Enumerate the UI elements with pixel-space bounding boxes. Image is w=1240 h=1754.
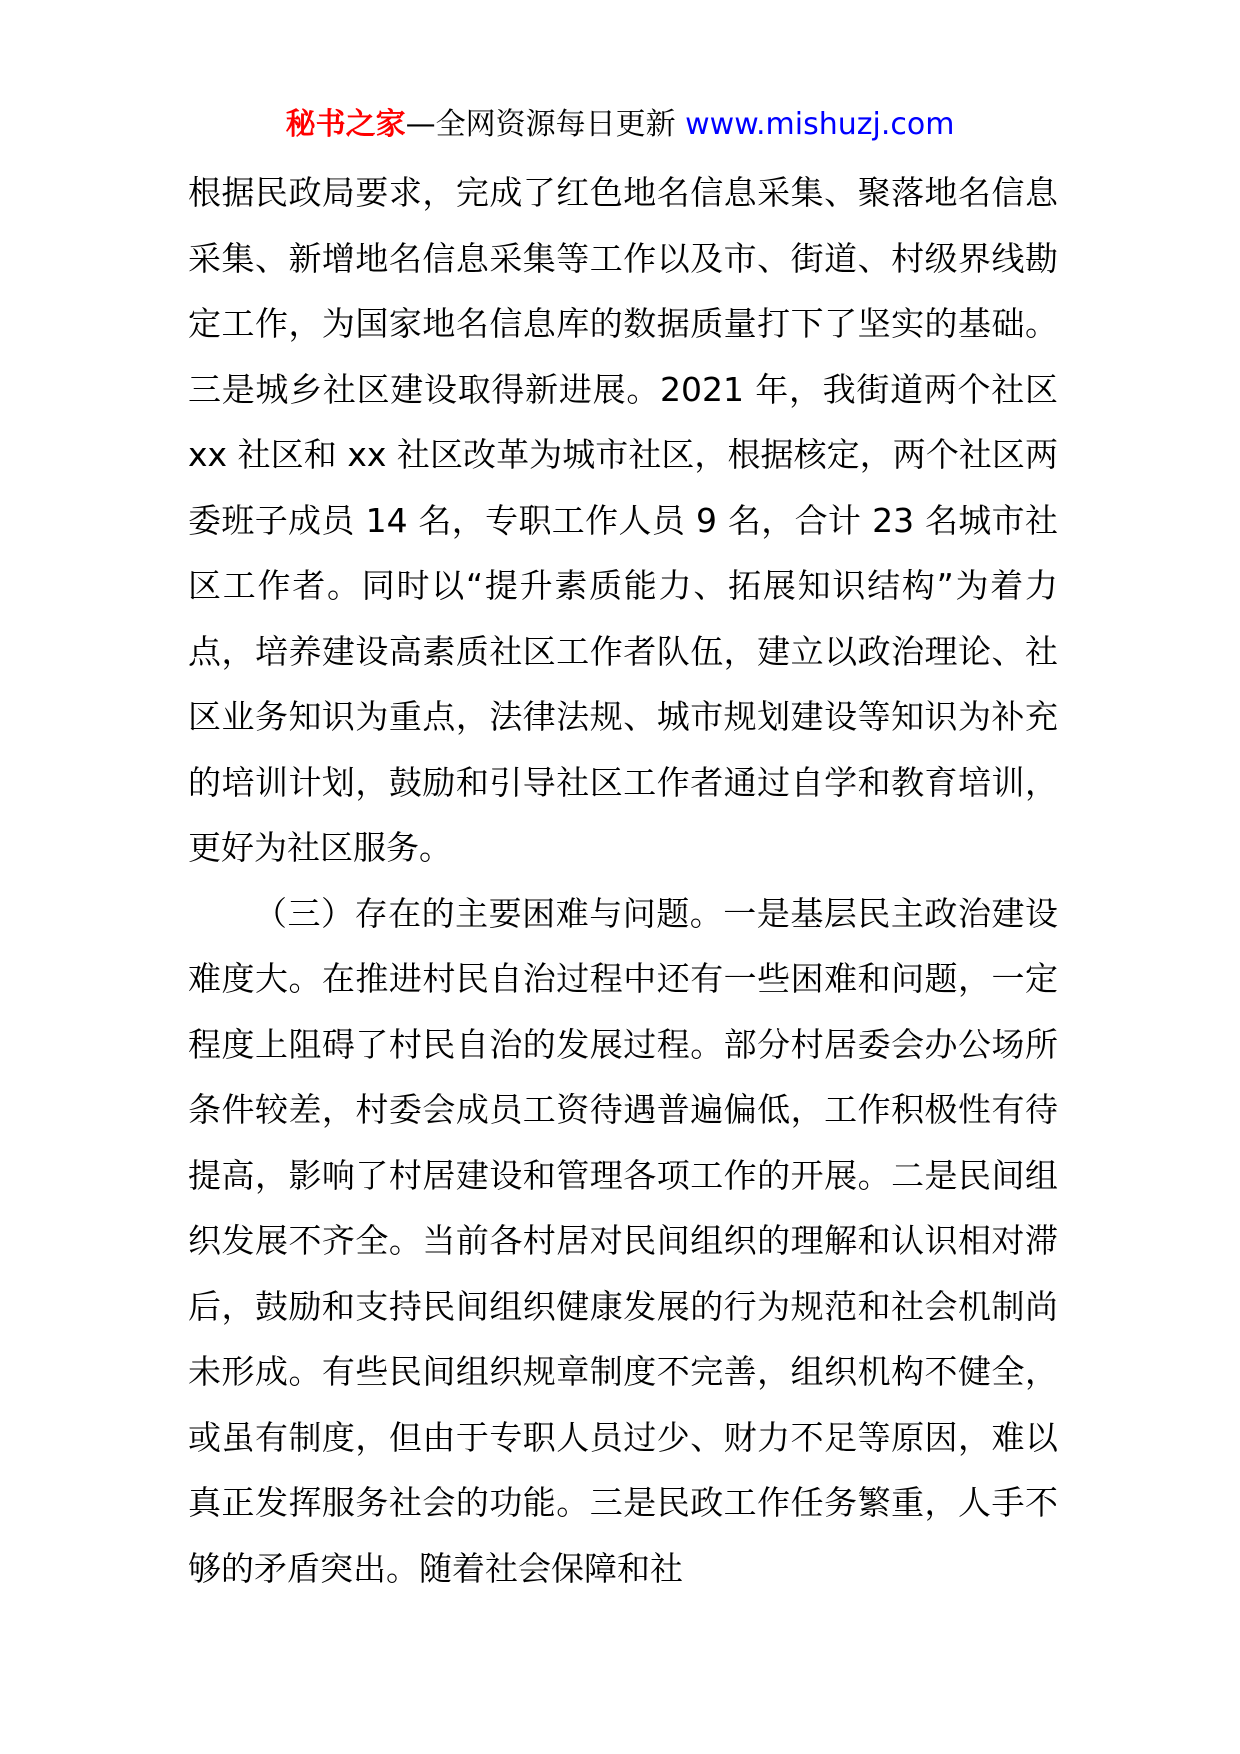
website-link[interactable]: www.mishuzj.com xyxy=(685,107,955,142)
page-header xyxy=(0,98,1240,152)
paragraph-continued: 根据民政局要求，完成了红色地名信息采集、聚落地名信息采集、新增地名信息采集等工作以及市、街道、村级界线勘定工作，为国家地名信息库的数据质量打下了坚实的基础。三是城乡社区建设取得新进展。2021 年，我街道两个社区 xx 社区和 xx 社区改革为城市社区，根据核定，两个社区两委班子成员 14 名，专职工作人员 9 名，合计 23 名城市社区工作者。同时以“提升素质能力、拓展知识结构”为着力点，培养建设高素质社区工作者队伍，建立以政治理论、社区业务知识为重点，法律法规、城市规划建设等知识为补充的培训计划，鼓励和引导社区工作者通过自学和教育培训，更好为社区服务。 xyxy=(188,173,1058,867)
header-slogan: —全网资源每日更新 xyxy=(405,107,686,142)
paragraph-problems: （三）存在的主要困难与问题。一是基层民主政治建设难度大。在推进村民自治过程中还有一些困难和问题，一定程度上阻碍了村民自治的发展过程。部分村居委会办公场所条件较差，村委会成员工资待遇普遍偏低，工作积极性有待提高，影响了村居建设和管理各项工作的开展。二是民间组织发展不齐全。当前各村居对民间组织的理解和认识相对滞后，鼓励和支持民间组织健康发展的行为规范和社会机制尚未形成。有些民间组织规章制度不完善，组织机构不健全，或虽有制度，但由于专职人员过少、财力不足等原因，难以真正发挥服务社会的功能。三是民政工作任务繁重，人手不够的矛盾突出。随着社会保障和社 xyxy=(188,893,1058,1588)
document-body xyxy=(188,160,1058,1601)
brand-name: 秘书之家 xyxy=(285,107,406,142)
